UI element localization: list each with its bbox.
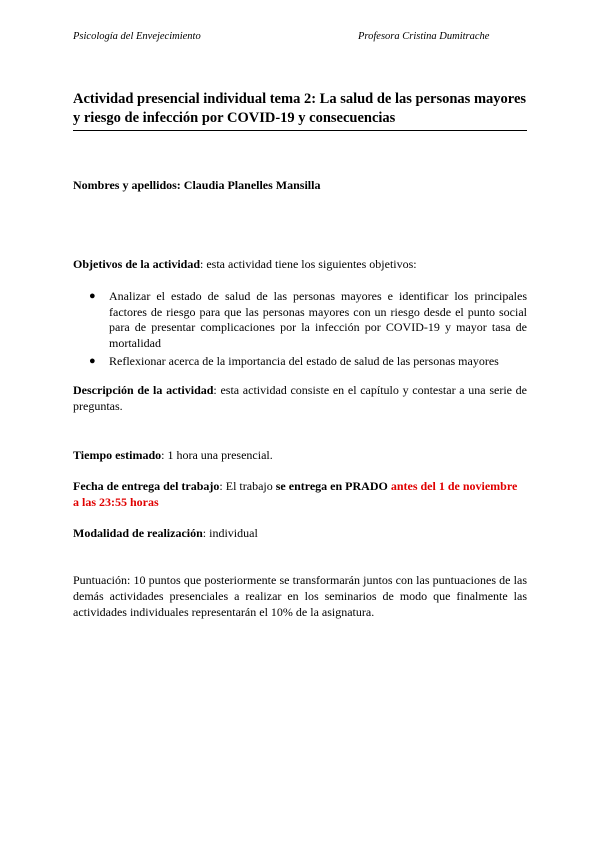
delivery-platform: se entrega en PRADO [275, 479, 388, 493]
objective-text: Analizar el estado de salud de las personas mayores e identificar los principales factores de riesgo para que las personas mayores con un riesgo desde el punto social para de presentar complicaciones por la infección por COVID-19 y mayor tasa de mortalidad [109, 289, 527, 350]
modality-text: : individual [202, 526, 258, 540]
description-label: Descripción de la actividad [73, 383, 214, 397]
delivery-paragraph [73, 478, 525, 510]
score-paragraph: Puntuación: 10 puntos que posteriormente se transformarán juntos con las puntuaciones de las demás actividades presenciales a realizar en los seminarios de modo que finalmente las actividades individuales representarán el 10% de la asignatura. [73, 573, 527, 619]
time-label: Tiempo estimado [73, 448, 162, 462]
bullet-icon: ● [89, 290, 96, 302]
objectives-paragraph [73, 256, 527, 272]
description-paragraph [73, 382, 527, 414]
names-label: Nombres y apellidos: [73, 178, 181, 192]
page-title: Actividad presencial individual tema 2: La salud de las personas mayores y riesgo de infección por COVID-19 y consecuencias [73, 90, 527, 131]
list-item [73, 289, 527, 351]
delivery-deadline: antes del 1 de noviembre a las 23:55 horas [73, 479, 518, 509]
delivery-label: Fecha de entrega del trabajo [73, 479, 220, 493]
objectives-list [73, 289, 527, 370]
modality-label: Modalidad de realización [73, 526, 203, 540]
header-course: Psicología del Envejecimiento [73, 31, 201, 42]
list-item [73, 354, 527, 370]
time-paragraph [73, 447, 527, 463]
bullet-icon: ● [89, 355, 96, 367]
description-text: : esta actividad consiste en el capítulo y contestar a una serie de preguntas. [73, 383, 527, 413]
modality-paragraph [73, 525, 527, 541]
names-value: Claudia Planelles Mansilla [183, 178, 321, 192]
objectives-label: Objetivos de la actividad [73, 257, 201, 271]
objective-text: Reflexionar acerca de la importancia del estado de salud de las personas mayores [109, 354, 499, 368]
delivery-text: : El trabajo [219, 479, 276, 493]
objectives-text: : esta actividad tiene los siguientes objetivos: [200, 257, 417, 271]
header-teacher: Profesora Cristina Dumitrache [358, 31, 490, 42]
student-names [73, 177, 527, 193]
time-text: : 1 hora una presencial. [161, 448, 273, 462]
